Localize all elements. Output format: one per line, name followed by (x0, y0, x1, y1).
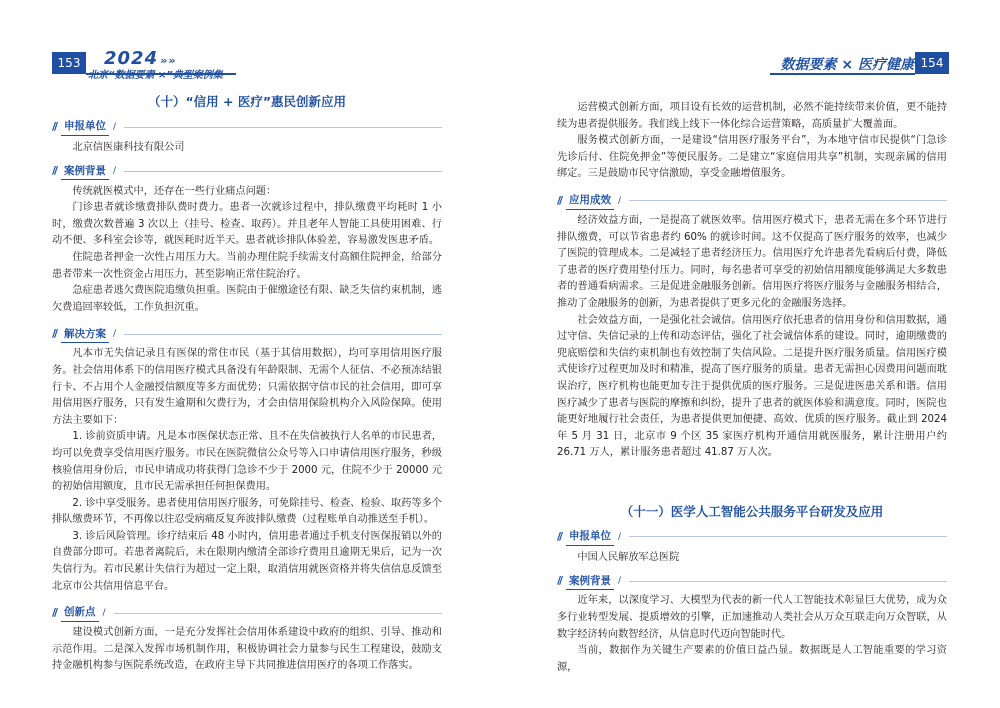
paragraph: 建设模式创新方面，一是充分发挥社会信用体系建设中政府的组织、引导、推动和示范作用。二是深入发挥市场机制作用，积极协调社会力量参与民生工程建设，鼓励支持金融机构参与医院系统改造，在政府主导下共同推进信用医疗的各项工作落实。 (52, 627, 442, 672)
page-number-right: 154 (915, 52, 949, 74)
applicant-name: 北京信医康科技有限公司 (72, 142, 185, 153)
header-rule-right (770, 73, 915, 75)
paragraph: 当前，数据作为关键生产要素的价值日益凸显。数据既是人工智能重要的学习资源， (557, 645, 947, 673)
slash-end-icon: / (618, 531, 622, 542)
slash-end-icon: / (618, 195, 622, 206)
label-solution: // 解决方案 / (52, 325, 442, 343)
paragraph: 运营模式创新方面，项目设有长效的运营机制，必然不能持续带来价值，更不能持续为患者提供服务。我们线上线下一体化综合运营策略，高质量扩大覆盖面。 (557, 102, 947, 130)
paragraph: 门诊患者就诊缴费排队费时费力。患者一次就诊过程中，排队缴费平均耗时 1 小时，缴费次数普遍 3 次以上（挂号、检查、取药）。并且老年人智能工具使用困难、行动不便、多科室会诊等，就医耗时近半天。患者就诊排队体验差，容易激发医患矛盾。 (52, 202, 442, 247)
paragraph: 凡本市无失信记录且有医保的常住市民（基于其信用数据），均可享用信用医疗服务。社会信用体系下的信用医疗模式具备没有年龄限制、无需个人征信、不必预冻结银行卡、不占用个人金融授信额度等多方面优势；只需依据守信市民的社会信用，即可享用信用医疗服务，只有发生逾期和欠费行为，才会由信用保险机构介入风险保障。使用方法主要如下： (52, 348, 442, 426)
paragraph: 住院患者押金一次性占用压力大。当前办理住院手续需支付高额住院押金，给部分患者带来一次性资金占用压力，甚至影响正常住院治疗。 (52, 251, 442, 280)
paragraph: 1. 诊前资质申请。凡是本市医保状态正常、且不在失信被执行人名单的市民患者，均可以免费享受信用医疗服务。市民在医院微信公众号等入口申请信用医疗服务，秒级核验信用身份后，市民申请成功将获得门急诊不少于 2000 元，住院不少于 20000 元的初始信用额度，且市民无需承担任何担保费用。 (52, 431, 442, 493)
slash-decor-icon: // (52, 164, 57, 178)
brand-year: 2024 »» (104, 48, 177, 69)
slash-decor-icon: // (557, 529, 562, 543)
paragraph: 服务模式创新方面，一是建设“信用医疗服务平台”，为本地守信市民提供“门急诊先诊后付、住院免押金”等便民服务。二是建立“家庭信用共享”机制，实现亲属的信用绑定。三是鼓励市民守信激励，享受金融增值服务。 (557, 135, 947, 180)
paragraph: 2. 诊中享受服务。患者使用信用医疗服务，可免除挂号、检查、检验、取药等多个排队缴费环节，不再像以往忍受病痛反复奔波排队缴费（过程账单自动推送至手机）。 (52, 497, 442, 526)
paragraph: 急症患者逃欠费医院追缴负担重。医院由于催缴途径有限、缺乏失信约束机制，逃欠费追回率较低，工作负担沉重。 (52, 285, 442, 313)
slash-end-icon: / (113, 121, 117, 132)
right-header-title: 数据要素 × 医疗健康 (780, 57, 914, 73)
paragraph: 3. 诊后风险管理。诊疗结束后 48 小时内，信用患者通过手机支付医保报销以外的自费部分即可。若患者离院后，未在限期内缴清全部诊疗费用且逾期无果后，记为一次失信行为。若市民累计失信行为超过一定上限，取消信用就医资格并将失信信息反馈至北京市公共信用信息平台。 (52, 530, 442, 592)
slash-decor-icon: // (52, 327, 57, 341)
slash-end-icon: / (113, 329, 117, 340)
slash-end-icon: / (113, 166, 117, 177)
slash-end-icon: / (618, 576, 622, 587)
paragraph: 经济效益方面，一是提高了就医效率。信用医疗模式下，患者无需在多个环节进行排队缴费，可以节省患者约 60% 的就诊时间。这不仅提高了医疗服务的效率，也减少了医院的管理成本。二是减轻了患者经济压力。信用医疗允许患者先看病后付费，降低了患者的医疗费用垫付压力。同时，每名患者可享受的初始信用额度能够满足大多数患者的普通看病需求。三是促进金融服务创新。信用医疗将医疗服务与金融服务相结合，推动了金融服务的创新，为患者提供了更多元化的金融服务选择。 (557, 214, 947, 309)
slash-decor-icon: // (557, 574, 562, 588)
right-column (557, 100, 947, 676)
label-applicant-2: // 申报单位 / (557, 528, 947, 546)
slash-decor-icon: // (52, 605, 57, 619)
label-innovation: // 创新点 / (52, 604, 442, 622)
slash-decor-icon: // (52, 119, 57, 133)
label-results: // 应用成效 / (557, 192, 947, 210)
section-title: （十）“信用 + 医疗”惠民创新应用 (147, 94, 347, 109)
applicant-name-2: 中国人民解放军总医院 (577, 551, 680, 563)
label-background: // 案例背景 / (52, 163, 442, 181)
paragraph: 近年来，以深度学习、大模型为代表的新一代人工智能技术彰显巨大优势，成为众多行业转型发展、提质增效的引擎，正加速推动人类社会从万众互联走向万众智联，从数字经济转向数智经济，从信息时代迈向智能时代。 (557, 595, 947, 640)
slash-end-icon: / (102, 607, 106, 618)
section-title-2: （十一）医学人工智能公共服务平台研发及应用 (620, 503, 884, 519)
paragraph: 社会效益方面，一是强化社会诚信。信用医疗依托患者的信用身份和信用数据，通过守信、失信记录的上传和动态评估，强化了社会诚信体系的建设。同时，逾期缴费的兜底赔偿和失信约束机制也有效控制了失信风险。二是提升医疗服务质量。信用医疗模式使诊疗过程更加及时和精准，提高了医疗服务的质量。患者无需担心因费用问题而耽误治疗，医疗机构也能更加专注于提供优质的医疗服务。三是促进医患关系和谐。信用医疗减少了患者与医院的摩擦和纠纷，提升了患者的就医体验和满意度。同时，医院也能更好地履行社会责任，为患者提供更加便捷、高效、优质的医疗服务。截止到 2024 年 5 月 31 日，北京市 9 个区 35 家医疗机构开通信用就医服务，累计注册用户约 26.71 万人，累计服务患者超过 41.87 万人次。 (557, 314, 947, 459)
page-number-left: 153 (52, 52, 86, 74)
left-column (52, 80, 442, 675)
label-applicant: // 申报单位 / (52, 118, 442, 136)
slash-decor-icon: // (557, 193, 562, 207)
paragraph: 传统就医模式中，还存在一些行业痛点问题： (72, 185, 277, 197)
arrows-icon: »» (160, 54, 177, 67)
brand-subtitle: 北京“数据要素 ×”典型案例集 (88, 70, 223, 81)
label-background-2: // 案例背景 / (557, 572, 947, 590)
